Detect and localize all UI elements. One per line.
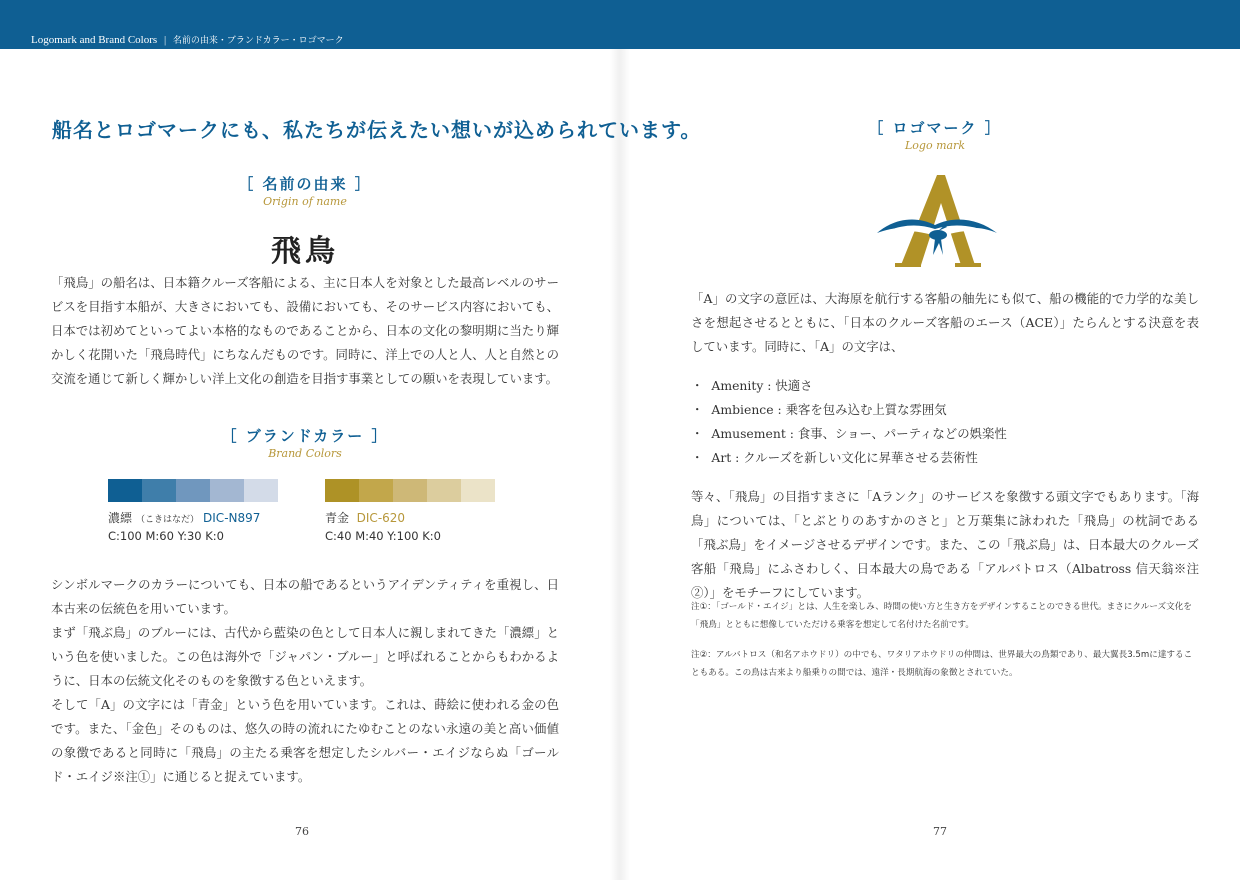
ship-name: 飛鳥 [271, 234, 339, 269]
bullet-dot: ・ [691, 426, 704, 441]
page-number-left: 76 [295, 825, 309, 838]
brand-color-paragraph-2: まず「飛ぶ鳥」のブルーには、古代から藍染の色として日本人に親しまれてきた「濃縹」という色を使いました。この色は海外で「ジャパン・ブルー」と呼ばれることからもわかるように、日本の伝統文化そのものを象徴する色といえます。 [51, 625, 559, 688]
blue-swatch [210, 479, 244, 502]
brand-section-title: ［ ブランドカラー ］ [221, 427, 389, 445]
gold-cmyk: C:40 M:40 Y:100 K:0 [325, 529, 441, 543]
blue-color-code: DIC-N897 [203, 511, 261, 525]
albatross-icon [877, 219, 997, 255]
list-item-text: Amenity : 快適さ [711, 378, 813, 393]
header-title: Logomark and Brand Colors [31, 34, 158, 46]
gold-swatch [393, 479, 427, 502]
blue-swatch [142, 479, 176, 502]
gold-color-label [325, 509, 405, 526]
gold-color-code: DIC-620 [356, 511, 406, 525]
brand-section-subtitle: Brand Colors [268, 447, 342, 460]
list-item-text: Art : クルーズを新しい文化に昇華させる芸術性 [711, 450, 978, 465]
blue-color-reading: （こきはなだ） [136, 515, 200, 525]
gold-swatch [359, 479, 393, 502]
list-item [691, 398, 1007, 422]
blue-swatch-row [108, 479, 278, 502]
list-item [691, 422, 1007, 446]
left-page [0, 49, 702, 880]
list-item [691, 374, 1007, 398]
header-subtitle: 名前の由来・ブランドカラー・ロゴマーク [172, 36, 344, 46]
blue-cmyk: C:100 M:60 Y:30 K:0 [108, 529, 224, 543]
name-section-subtitle: Origin of name [263, 195, 347, 208]
a-meaning-list [691, 374, 1007, 470]
list-item-text: Amusement : 食事、ショー、パーティなどの娯楽性 [711, 426, 1007, 441]
gold-color-name: 青金 [325, 511, 350, 525]
brand-color-paragraph-3: そして「A」の文字には「青金」という色を用いています。これは、蒔絵に使われる金の色です。また、「金色」そのものは、悠久の時の流れにたゆむことのない永遠の美と高い価値の象徴であると同時に「飛鳥」の主たる乗客を想定したシルバー・エイジならぬ「ゴールド・エイジ※注①」に通じると捉えています。 [51, 697, 559, 784]
header-title-line [31, 33, 344, 46]
bullet-dot: ・ [691, 450, 704, 465]
page-title: 船名とロゴマークにも、私たちが伝えたい想いが込められています。 [52, 118, 702, 142]
gold-swatch [325, 479, 359, 502]
logo-paragraph-1: 「A」の文字の意匠は、大海原を航行する客船の舳先にも似て、船の機能的で力学的な美しさを想起させるとともに、「日本のクルーズ客船のエース（ACE）」たらんとする決意を表しています。同時に、「A」の文字は、 [691, 291, 1199, 354]
blue-color-name: 濃縹 [108, 511, 133, 525]
name-section-title: ［ 名前の由来 ］ [238, 175, 372, 193]
bullet-dot: ・ [691, 402, 704, 417]
page-gutter [610, 49, 630, 880]
footnote-1: 注①：「ゴールド・エイジ」とは、人生を楽しみ、時間の使い方と生き方をデザインすることのできる世代。まさにクルーズ文化を「飛鳥」とともに想像していただける乗客を想定して名付けた名前です。 [691, 602, 1192, 630]
header-bar [0, 0, 1240, 49]
blue-swatch [176, 479, 210, 502]
header-separator: | [163, 34, 167, 46]
list-item-text: Ambience : 乗客を包み込む上質な雰囲気 [711, 402, 947, 417]
logo-section-subtitle: Logo mark [904, 139, 965, 152]
gold-swatch [461, 479, 495, 502]
logo-section-title: ［ ロゴマーク ］ [868, 119, 1002, 137]
brand-color-paragraph-1: シンボルマークのカラーについても、日本の船であるというアイデンティティを重視し、日本古来の伝統色を用いています。 [51, 577, 559, 616]
blue-swatch [244, 479, 278, 502]
list-item [691, 446, 1007, 470]
footnote-2: 注②：アルバトロス（和名アホウドリ）の中でも、ワタリアホウドリの仲間は、世界最大の鳥類であり、最大翼長3.5mに達することもある。この鳥は古来より船乗りの間では、遠洋・長期航海の象徴とされていた。 [691, 650, 1193, 678]
blue-swatch [108, 479, 142, 502]
asuka-logomark [875, 171, 999, 271]
page-number-right: 77 [933, 825, 947, 838]
right-page [630, 49, 1240, 880]
name-origin-paragraph: 「飛鳥」の船名は、日本籍クルーズ客船による、主に日本人を対象とした最高レベルのサービスを目指す本船が、大きさにおいても、設備においても、そのサービス内容においても、日本では初めてといってよい本格的なものであることから、日本の文化の黎明期に当たり輝かしく花開いた「飛鳥時代」にちなんだものです。同時に、洋上での人と人、人と自然との交流を通じて新しく輝かしい洋上文化の創造を目指す事業としての願いを表現しています。 [51, 275, 560, 386]
gold-swatch-row [325, 479, 495, 502]
gold-swatch [427, 479, 461, 502]
logo-paragraph-2: 等々、「飛鳥」の目指すまさに「Aランク」のサービスを象徴する頭文字でもあります。「海鳥」については、「とぶとりのあすかのさと」と万葉集に詠われた「飛鳥」の枕詞である「飛ぶ鳥」をイメージさせるデザインです。また、この「飛ぶ鳥」は、日本最大のクルーズ客船「飛鳥」にふさわしく、日本最大の鳥である「アルバトロス（Albatross 信天翁※注②）」をモチーフにしています。 [691, 489, 1199, 600]
bullet-dot: ・ [691, 378, 704, 393]
blue-color-label [108, 509, 260, 526]
